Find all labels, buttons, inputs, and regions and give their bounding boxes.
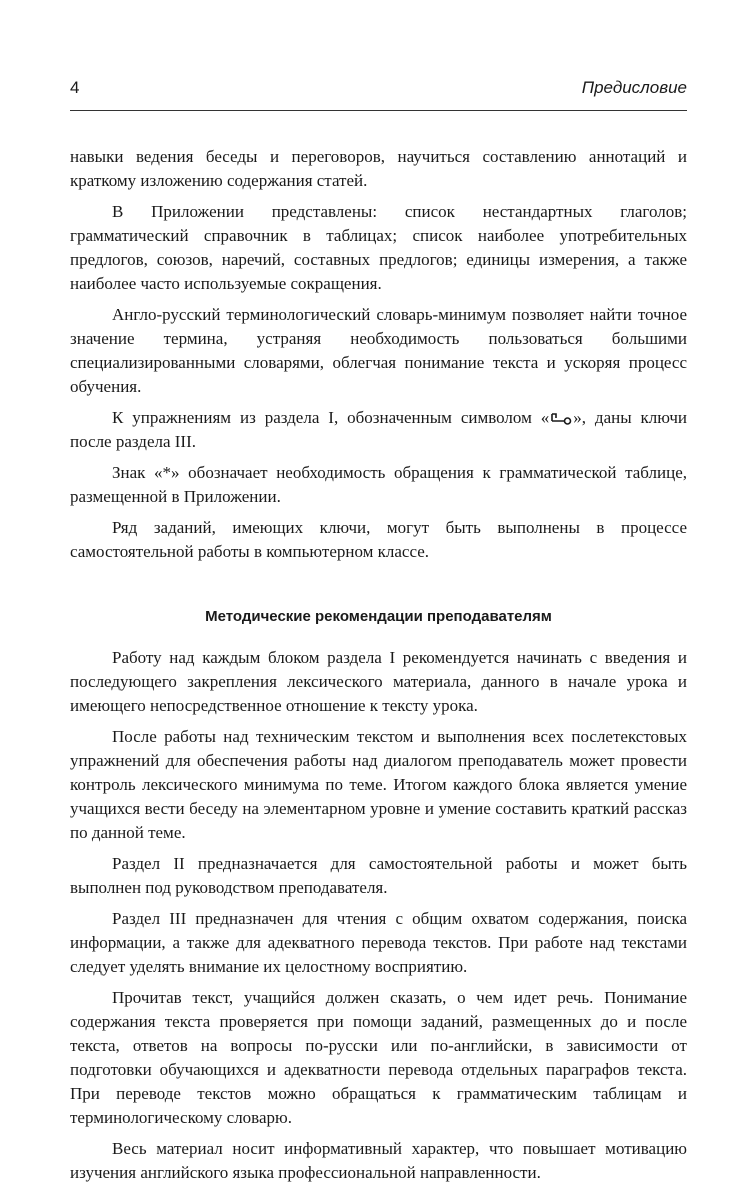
paragraph-dictionary: Англо-русский терминологический словарь-минимум позволяет найти точное значение термина, устраняя необходимость пользоваться большими специализированными словарями, облегчая понимание текста и ускоряя процесс обучения. <box>70 305 687 396</box>
paragraph-method-5: Прочитав текст, учащийся должен сказать, о чем идет речь. Понимание содержания текста проверяется при помощи заданий, размещенных до и после текста, ответов на вопросы по-русски или по-английски, в зависимости от подготовки обучающихся и адекватности перевода отдельных параграфов текста. При переводе текстов можно обращаться к грамматическим таблицам и терминологическому словарю. <box>70 988 687 1127</box>
paragraph-method-6: Весь материал носит информативный характер, что повышает мотивацию изучения английского языка профессиональной направленности. <box>70 1139 687 1182</box>
paragraph-self-study: Ряд заданий, имеющих ключи, могут быть выполнены в процессе самостоятельной работы в компьютерном классе. <box>70 518 687 561</box>
section-heading: Методические рекомендации преподавателям <box>205 608 552 625</box>
paragraph-asterisk: Знак «*» обозначает необходимость обращения к грамматической таблице, размещенной в Приложении. <box>70 463 687 506</box>
key-icon <box>549 410 573 426</box>
running-title: Предисловие <box>581 78 687 97</box>
paragraph-continuation: навыки ведения беседы и переговоров, научиться составлению аннотаций и краткому изложению содержания статей. <box>70 147 687 190</box>
paragraph-method-2: После работы над техническим текстом и выполнения всех послетекстовых упражнений для обеспечения работы над диалогом преподаватель может провести контроль лексического минимума по теме. Итогом каждого блока является умение учащихся вести беседу на элементарном уровне и умение составить краткий рассказ по данной теме. <box>70 727 687 842</box>
keys-text-start: К упражнениям из раздела I, обозначенным символом « <box>112 408 550 427</box>
paragraph-method-3: Раздел II предназначается для самостоятельной работы и может быть выполнен под руководством преподавателя. <box>70 854 687 897</box>
paragraph-method-1: Работу над каждым блоком раздела I рекомендуется начинать с введения и последующего закрепления лексического материала, данного в начале урока и имеющего непосредственное отношение к тексту урока. <box>70 648 687 715</box>
paragraph-keys <box>70 406 687 454</box>
header-divider <box>70 110 687 111</box>
keys-text-end: », даны ключи после раздела III. <box>70 408 687 451</box>
page-body <box>70 145 687 1192</box>
page-header <box>70 78 687 102</box>
page-number: 4 <box>70 78 80 97</box>
paragraph-appendix: В Приложении представлены: список нестандартных глаголов; грамматический справочник в таблицах; список наиболее употребительных предлогов, союзов, наречий, составных предлогов; единицы измерения, а также наиболее часто используемые сокращения. <box>70 202 687 293</box>
paragraph-method-4: Раздел III предназначен для чтения с общим охватом содержания, поиска информации, а также для адекватного перевода текстов. При работе над текстами следует уделять внимание их целостному восприятию. <box>70 909 687 976</box>
